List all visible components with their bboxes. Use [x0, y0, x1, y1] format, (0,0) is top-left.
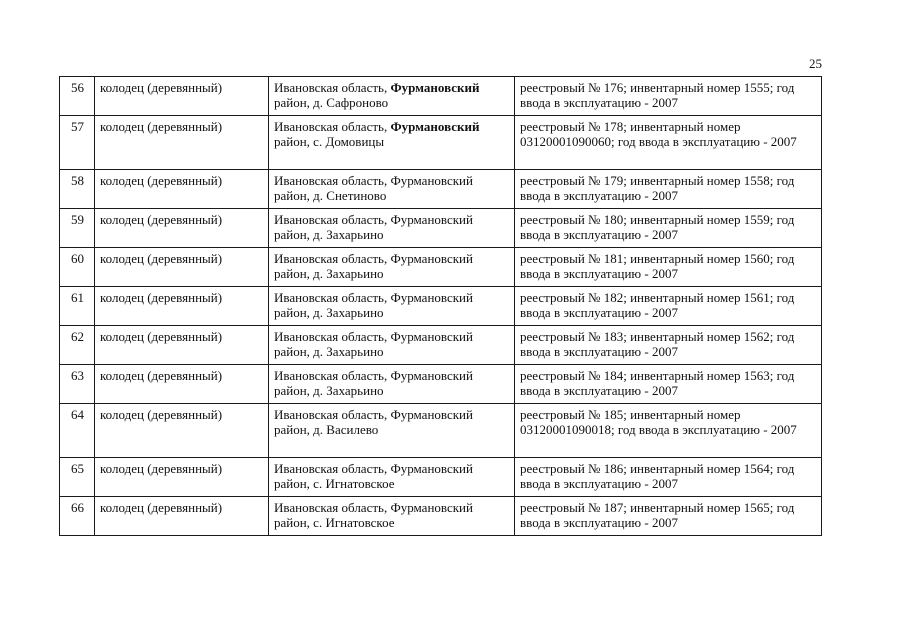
address-cell: [269, 209, 515, 248]
address-cell: [269, 458, 515, 497]
address-district: Фурмановский: [390, 173, 473, 188]
address-cell: [269, 365, 515, 404]
address-line-2: район, с. Домовицы: [274, 134, 385, 149]
table-row: [60, 209, 822, 248]
address-cell: [269, 170, 515, 209]
row-number-cell: 63: [60, 365, 95, 404]
address-region: Ивановская область,: [274, 119, 391, 134]
registry-info-cell: реестровый № 179; инвентарный номер 1558; год ввода в эксплуатацию - 2007: [515, 170, 822, 209]
object-name-cell: колодец (деревянный): [95, 170, 269, 209]
address-cell: [269, 326, 515, 365]
address-cell: [269, 77, 515, 116]
table-row: [60, 287, 822, 326]
address-line-1: [274, 500, 510, 515]
address-region: Ивановская область,: [274, 290, 391, 305]
address-region: Ивановская область,: [274, 461, 391, 476]
registry-info-cell: реестровый № 182; инвентарный номер 1561; год ввода в эксплуатацию - 2007: [515, 287, 822, 326]
address-line-2: район, д. Захарьино: [274, 305, 384, 320]
object-name-cell: колодец (деревянный): [95, 248, 269, 287]
object-name-cell: колодец (деревянный): [95, 77, 269, 116]
row-number-cell: 64: [60, 404, 95, 458]
address-district: Фурмановский: [390, 212, 473, 227]
address-district: Фурмановский: [390, 407, 473, 422]
address-district: Фурмановский: [390, 329, 473, 344]
address-line-2: район, с. Игнатовское: [274, 476, 395, 491]
address-line-1: [274, 368, 510, 383]
address-cell: [269, 497, 515, 536]
object-name-cell: колодец (деревянный): [95, 326, 269, 365]
address-district: Фурмановский: [390, 500, 473, 515]
address-district: Фурмановский: [390, 119, 480, 134]
address-line-1: [274, 407, 510, 422]
address-line-2: район, с. Игнатовское: [274, 515, 395, 530]
address-district: Фурмановский: [390, 461, 473, 476]
table-row: [60, 170, 822, 209]
address-line-1: [274, 212, 510, 227]
registry-table-body: [60, 77, 822, 536]
registry-info-cell: реестровый № 187; инвентарный номер 1565; год ввода в эксплуатацию - 2007: [515, 497, 822, 536]
address-region: Ивановская область,: [274, 251, 391, 266]
registry-info-cell: реестровый № 185; инвентарный номер 03120001090018; год ввода в эксплуатацию - 2007: [515, 404, 822, 458]
object-name-cell: колодец (деревянный): [95, 287, 269, 326]
object-name-cell: колодец (деревянный): [95, 116, 269, 170]
address-line-1: [274, 251, 510, 266]
address-line-1: [274, 80, 510, 95]
address-cell: [269, 404, 515, 458]
address-cell: [269, 248, 515, 287]
property-registry-table: [59, 76, 822, 536]
registry-info-cell: реестровый № 186; инвентарный номер 1564; год ввода в эксплуатацию - 2007: [515, 458, 822, 497]
address-line-1: [274, 173, 510, 188]
row-number-cell: 66: [60, 497, 95, 536]
registry-info-cell: реестровый № 184; инвентарный номер 1563; год ввода в эксплуатацию - 2007: [515, 365, 822, 404]
row-number-cell: 58: [60, 170, 95, 209]
table-row: [60, 116, 822, 170]
page-number: 25: [809, 56, 822, 71]
address-district: Фурмановский: [390, 368, 473, 383]
registry-info-cell: реестровый № 176; инвентарный номер 1555; год ввода в эксплуатацию - 2007: [515, 77, 822, 116]
row-number-cell: 57: [60, 116, 95, 170]
address-line-2: район, д. Захарьино: [274, 344, 384, 359]
address-line-1: [274, 461, 510, 476]
row-number-cell: 59: [60, 209, 95, 248]
table-row: [60, 497, 822, 536]
address-district: Фурмановский: [390, 290, 473, 305]
object-name-cell: колодец (деревянный): [95, 209, 269, 248]
object-name-cell: колодец (деревянный): [95, 497, 269, 536]
address-region: Ивановская область,: [274, 80, 391, 95]
address-line-1: [274, 329, 510, 344]
address-cell: [269, 116, 515, 170]
row-number-cell: 65: [60, 458, 95, 497]
registry-info-cell: реестровый № 178; инвентарный номер 03120001090060; год ввода в эксплуатацию - 2007: [515, 116, 822, 170]
table-row: [60, 77, 822, 116]
address-region: Ивановская область,: [274, 368, 391, 383]
address-region: Ивановская область,: [274, 212, 391, 227]
table-row: [60, 365, 822, 404]
address-line-2: район, д. Захарьино: [274, 227, 384, 242]
table-row: [60, 404, 822, 458]
row-number-cell: 61: [60, 287, 95, 326]
object-name-cell: колодец (деревянный): [95, 404, 269, 458]
table-row: [60, 248, 822, 287]
registry-info-cell: реестровый № 183; инвентарный номер 1562; год ввода в эксплуатацию - 2007: [515, 326, 822, 365]
table-row: [60, 458, 822, 497]
registry-info-cell: реестровый № 181; инвентарный номер 1560; год ввода в эксплуатацию - 2007: [515, 248, 822, 287]
row-number-cell: 62: [60, 326, 95, 365]
object-name-cell: колодец (деревянный): [95, 365, 269, 404]
row-number-cell: 56: [60, 77, 95, 116]
address-region: Ивановская область,: [274, 329, 391, 344]
address-district: Фурмановский: [390, 251, 473, 266]
address-district: Фурмановский: [390, 80, 480, 95]
address-line-1: [274, 290, 510, 305]
address-region: Ивановская область,: [274, 500, 391, 515]
address-line-2: район, д. Снетиново: [274, 188, 387, 203]
table-row: [60, 326, 822, 365]
address-line-2: район, д. Захарьино: [274, 383, 384, 398]
address-line-2: район, д. Василево: [274, 422, 379, 437]
address-region: Ивановская область,: [274, 407, 391, 422]
object-name-cell: колодец (деревянный): [95, 458, 269, 497]
address-region: Ивановская область,: [274, 173, 391, 188]
registry-info-cell: реестровый № 180; инвентарный номер 1559; год ввода в эксплуатацию - 2007: [515, 209, 822, 248]
address-line-2: район, д. Сафроново: [274, 95, 389, 110]
address-line-1: [274, 119, 510, 134]
row-number-cell: 60: [60, 248, 95, 287]
address-line-2: район, д. Захарьино: [274, 266, 384, 281]
address-cell: [269, 287, 515, 326]
